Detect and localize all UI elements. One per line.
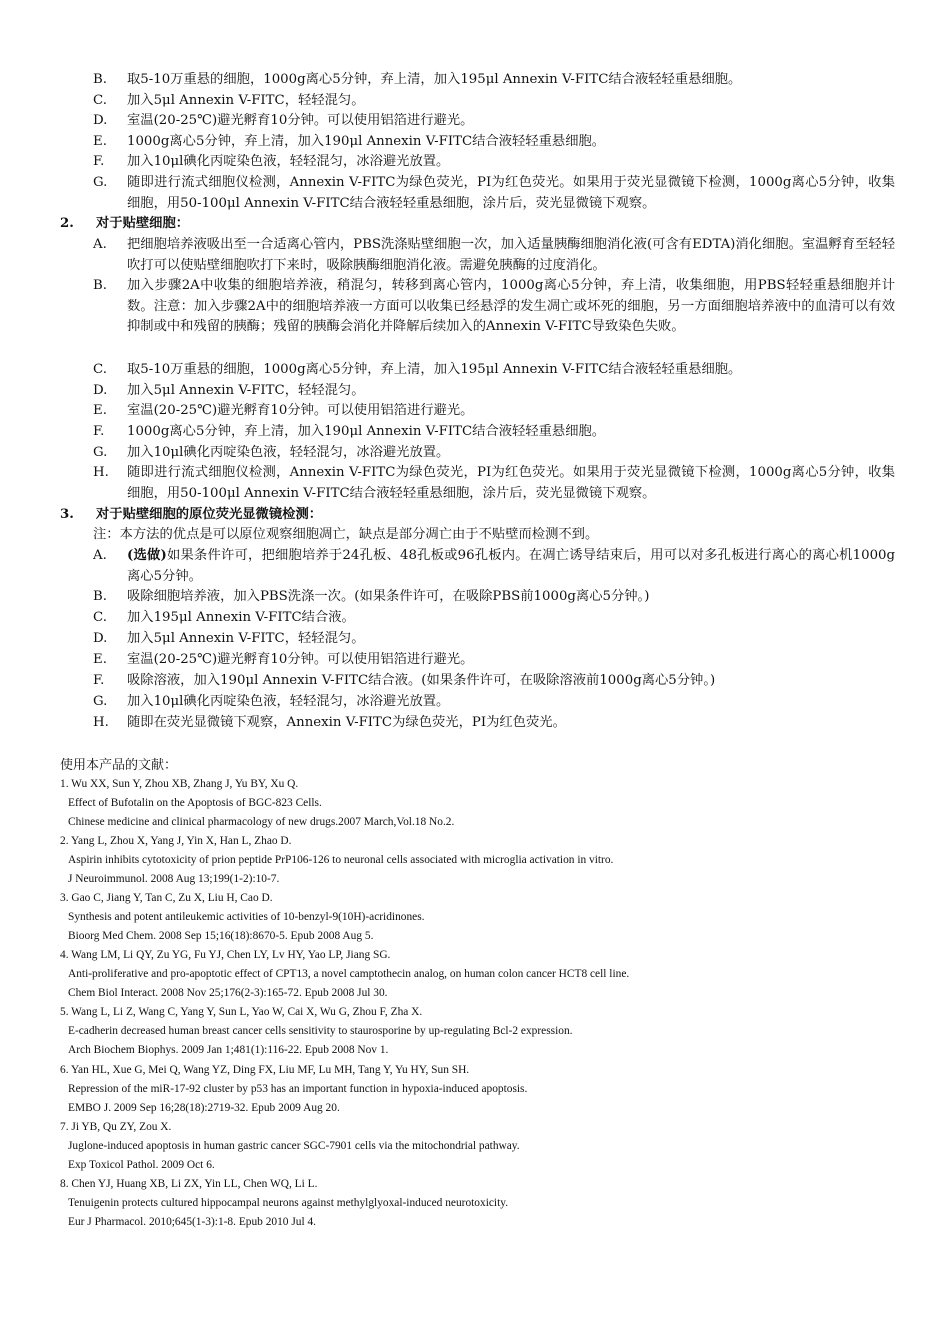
- reference-7: 7. Ji YB, Qu ZY, Zou X. Juglone-induced apoptosis in human gastric cancer SGC-7901 cells via the mitochondrial pathway. Exp Toxicol Pathol. 2009 Oct 6.: [60, 1121, 520, 1171]
- optional-marker: (选做): [127, 548, 167, 563]
- reference-8: 8. Chen YJ, Huang XB, Li ZX, Yin LL, Chen WQ, Li L. Tenuigenin protects cultured hippocampal neurons against methylglyoxal-induced neurotoxicity. Eur J Pharmacol. 2010;645(1-3):1-8. Epub 2010 Jul 4.: [60, 1178, 509, 1228]
- section-2-heading: 2. 对于贴壁细胞：: [60, 216, 190, 231]
- reference-2: 2. Yang L, Zhou X, Yang J, Yin X, Han L, Zhao D. Aspirin inhibits cytotoxicity of prion peptide PrP106-126 to neuronal cells associated with microglia activation in vitro. J Neuroimmunol. 2008 Aug 13;199(1-2):10-7.: [60, 835, 614, 885]
- reference-1: 1. Wu XX, Sun Y, Zhou XB, Zhang J, Yu BY, Xu Q. Effect of Bufotalin on the Apoptosis of BGC-823 Cells. Chinese medicine and clinical pharmacology of new drugs.2007 March,Vol.18 No.2.: [60, 778, 455, 828]
- section-3-heading: 3. 对于贴壁细胞的原位荧光显微镜检测：: [60, 507, 323, 522]
- reference-5: 5. Wang L, Li Z, Wang C, Yang Y, Sun L, Yao W, Cai X, Wu G, Zhou F, Zha X. E-cadherin decreased human breast cancer cells sensitivity to staurosporine by up-regulating Bcl-2 expression. Arch Biochem Biophys. 2009 Jan 1;481(1):116-22. Epub 2008 Nov 1.: [60, 1006, 573, 1056]
- reference-6: 6. Yan HL, Xue G, Mei Q, Wang YZ, Ding FX, Liu MF, Lu MH, Tang Y, Yu HY, Sun SH. Repression of the miR-17-92 cluster by p53 has an important function in hypoxia-induced apoptosis. EMBO J. 2009 Sep 16;28(18):2719-32. Epub 2009 Aug 20.: [60, 1064, 528, 1114]
- reference-3: 3. Gao C, Jiang Y, Tan C, Zu X, Liu H, Cao D. Synthesis and potent antileukemic activities of 10-benzyl-9(10H)-acridinones. Bioorg Med Chem. 2008 Sep 15;16(18):8670-5. Epub 2008 Aug 5.: [60, 892, 425, 942]
- section-3-note: 注：本方法的优点是可以原位观察细胞凋亡，缺点是部分凋亡由于不贴壁而检测不到。: [93, 527, 599, 542]
- literature-title: 使用本产品的文献：: [60, 758, 178, 773]
- reference-4: 4. Wang LM, Li QY, Zu YG, Fu YJ, Chen LY, Lv HY, Yao LP, Jiang SG. Anti-proliferative and pro-apoptotic effect of CPT13, a novel camptothecin analog, on human colon cancer HCT8 cell line. Chem Biol Interact. 2008 Nov 25;176(2-3):165-72. Epub 2008 Jul 30.: [60, 949, 630, 999]
